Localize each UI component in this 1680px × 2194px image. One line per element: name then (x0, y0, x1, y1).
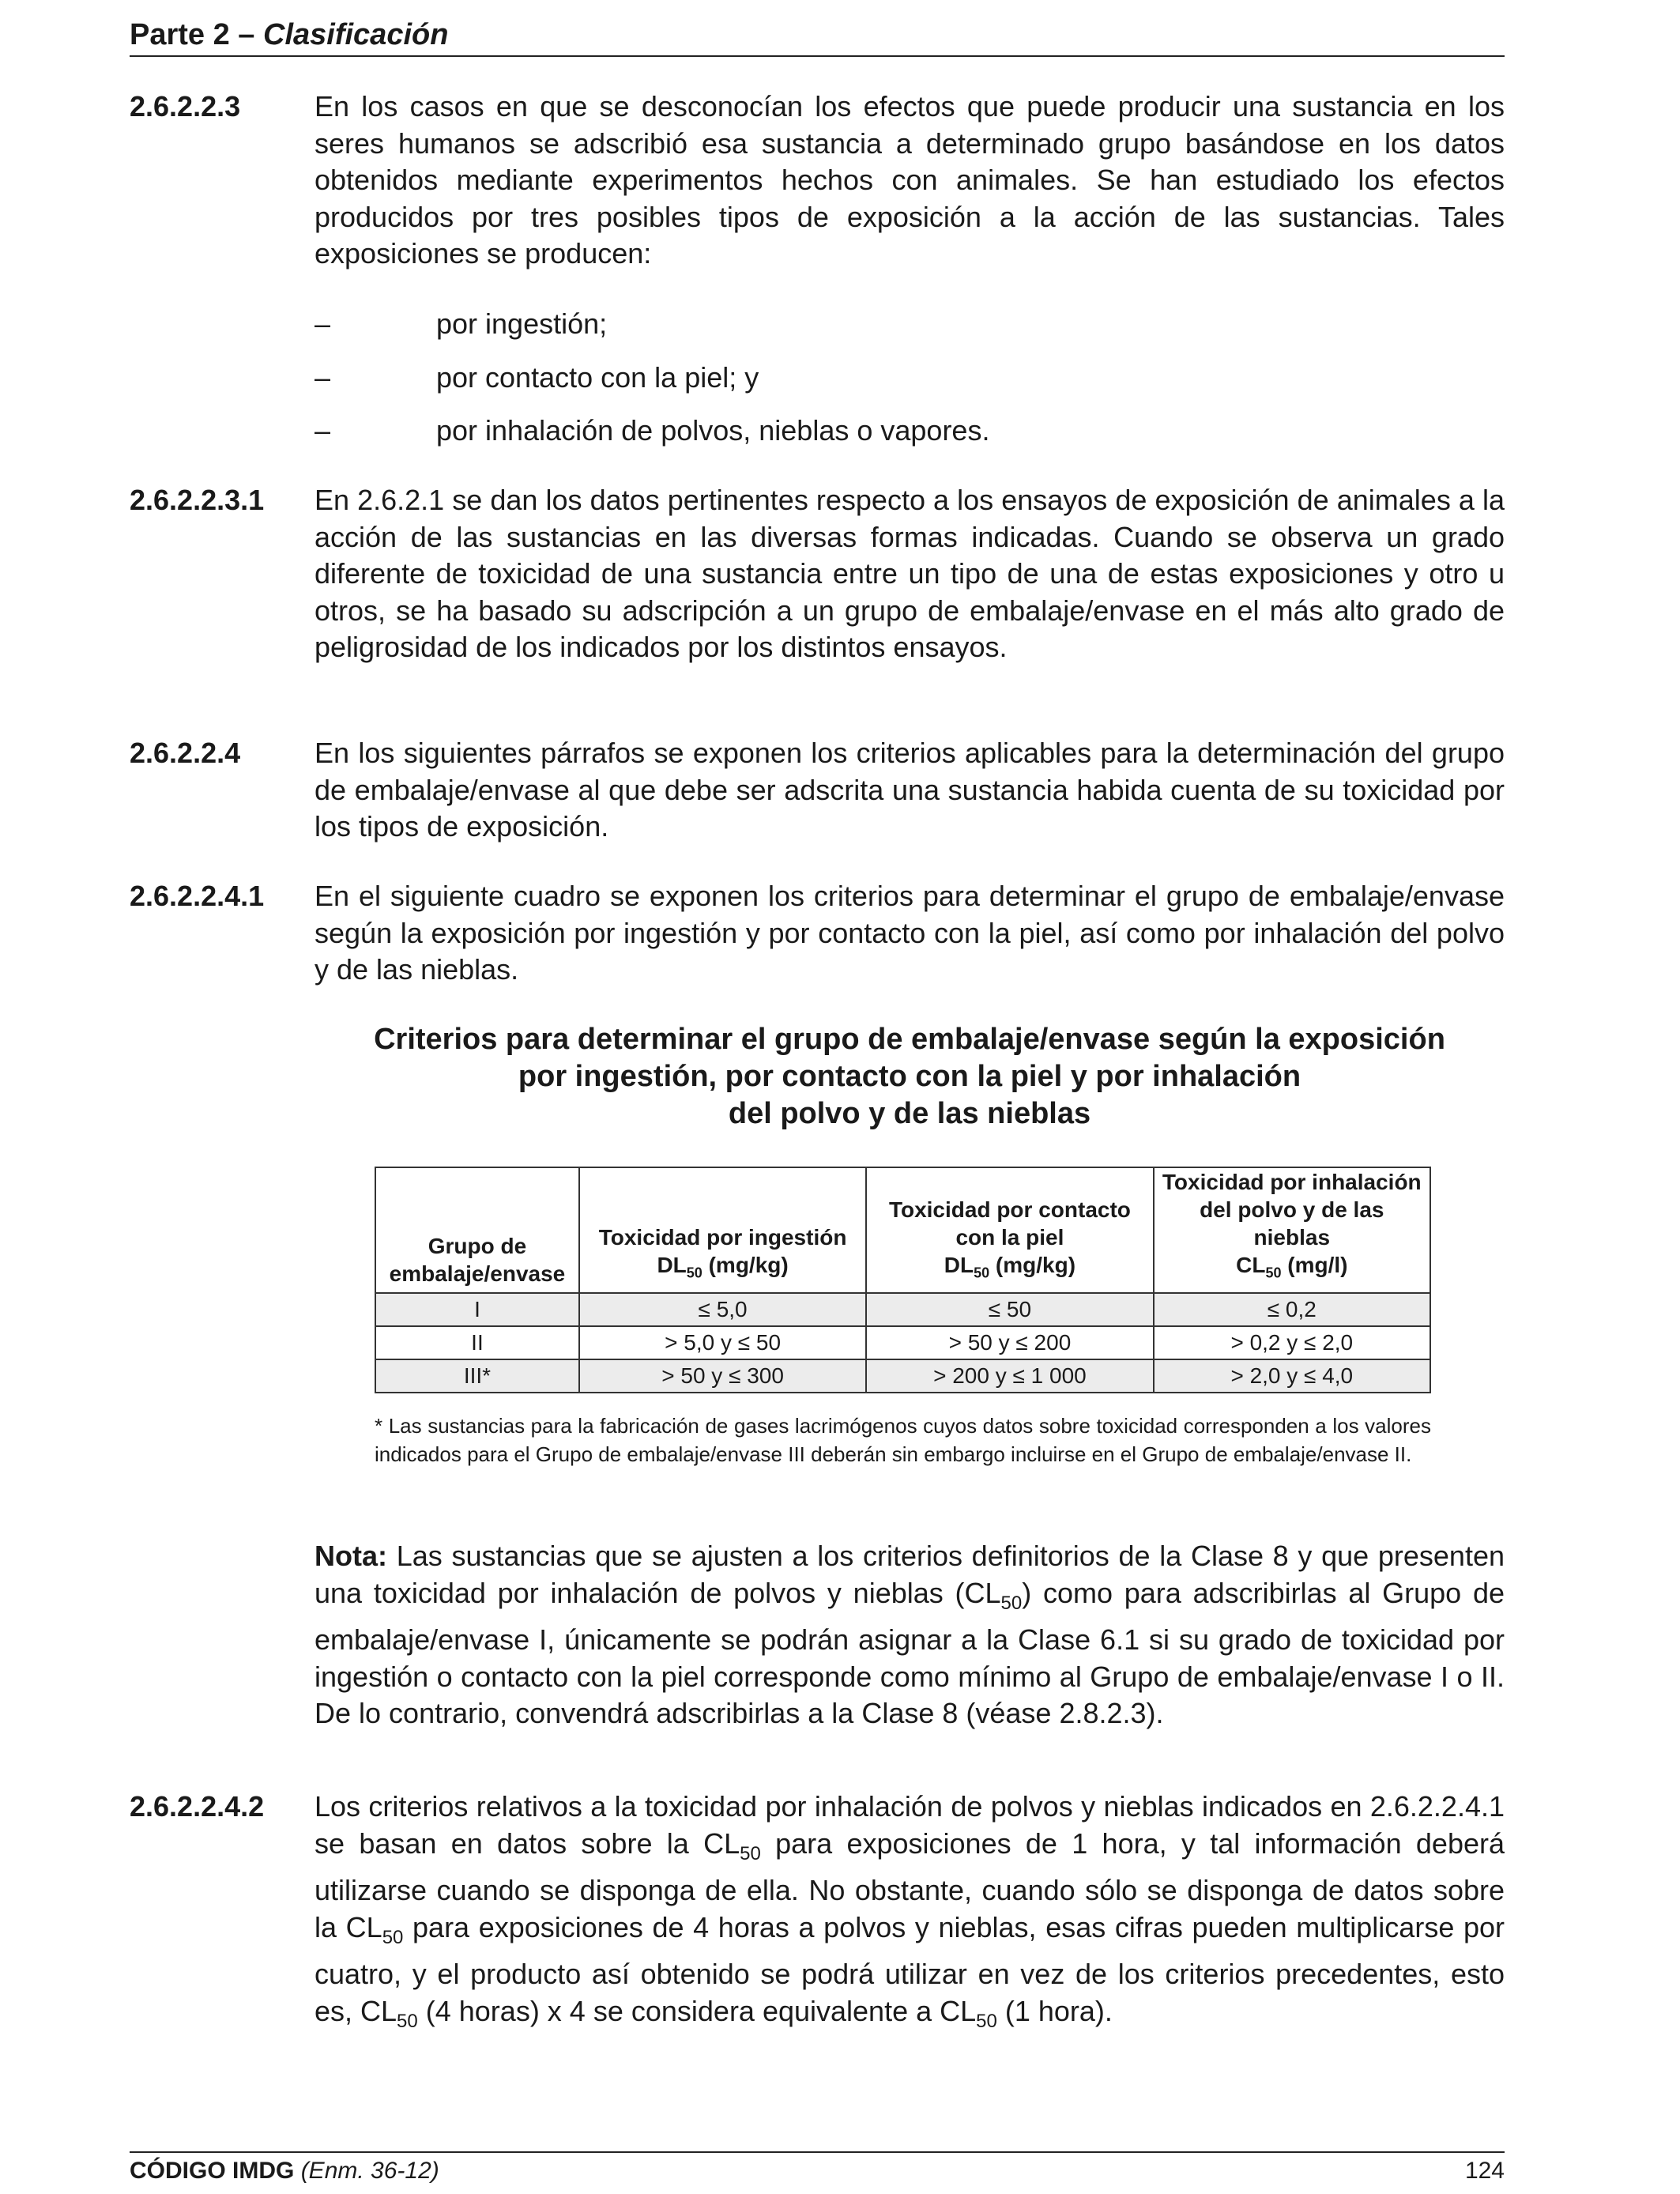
table-row (375, 1359, 1430, 1393)
bullet-text: por inhalación de polvos, nieblas o vapores. (436, 414, 990, 447)
section-number: 2.6.2.2.3 (130, 90, 241, 123)
table-cell: I (375, 1293, 579, 1326)
table-title: Criterios para determinar el grupo de embalaje/envase según la exposición por ingestión, por contacto con la piel y por inhalación del polvo y de las nieblas (374, 1023, 1445, 1130)
page-footer (130, 2151, 1505, 2189)
section-text: En el siguiente cuadro se exponen los criterios para determinar el grupo de embalaje/envase según la exposición por ingestión y por contacto con la piel, así como por inhalación del polvo y de las nieblas. (315, 880, 1505, 986)
table-cell: > 0,2 y ≤ 2,0 (1154, 1326, 1430, 1359)
section-2-6-2-2-4-2 (130, 1789, 1505, 2041)
table-row (375, 1293, 1430, 1326)
section-text: En los casos en que se desconocían los efectos que puede producir una sustancia en los seres humanos se adscribió esa sustancia a determinado grupo basándose en los datos obtenidos mediante experimentos hechos con animales. Se han estudiado los efectos producidos por tres posibles tipos de exposición a la acción de las sustancias. Tales exposiciones se producen: (315, 90, 1505, 270)
note-label: Nota: (315, 1540, 387, 1572)
header-packing-group: Grupo de embalaje/envase (375, 1167, 579, 1293)
section-number: 2.6.2.2.4 (130, 737, 241, 769)
footer-code: CÓDIGO IMDG (Enm. 36-12) (130, 2158, 439, 2184)
section-number: 2.6.2.2.4.2 (130, 1790, 265, 1823)
table-cell: ≤ 5,0 (579, 1293, 866, 1326)
page-number: 124 (1464, 2158, 1505, 2184)
bullet-dash: – (315, 361, 331, 394)
table-cell: > 200 y ≤ 1 000 (866, 1359, 1153, 1393)
page-header (130, 14, 1505, 57)
header-ingestion: Toxicidad por ingestión $DL_{50}$ (mg/kg) (579, 1167, 866, 1293)
bullet-dash: – (315, 414, 331, 447)
section-2-6-2-2-3-1 (130, 482, 1505, 666)
table-cell: ≤ 0,2 (1154, 1293, 1430, 1326)
note-text: Nota: Las sustancias que se ajusten a los criterios definitorios de la Clase 8 y que presenten una toxicidad por inhalación de polvos y nieblas $(CL_{50})$ como para adscribirlas al Grupo de embalaje/envase I, únicamente se podrán asignar a la Clase 6.1 si su grado de toxicidad por ingestión o contacto con la piel corresponde como mínimo al Grupo de embalaje/envase I o II. De lo contrario, convendrá adscribirlas a la Clase 8 (véase 2.8.2.3). (315, 1540, 1505, 1730)
table-cell: > 2,0 y ≤ 4,0 (1154, 1359, 1430, 1393)
table-cell: II (375, 1326, 579, 1359)
table-cell: > 5,0 y ≤ 50 (579, 1326, 866, 1359)
section-2-6-2-2-4 (130, 735, 1505, 846)
section-text: Los criterios relativos a la toxicidad por inhalación de polvos y nieblas indicados en 2.6.2.2.4.1 se basan en datos sobre la $CL_{50}$ para exposiciones de 1 hora, y tal información deberá utilizarse cuando se disponga de ella. No obstante, cuando sólo se disponga de datos sobre la $CL_{50}$ para exposiciones de 4 horas a polvos y nieblas, esas cifras pueden multiplicarse por cuatro, y el producto así obtenido se podrá utilizar en vez de los criterios precedentes, esto es, $CL_{50}$ (4 horas) x 4 se considera equivalente a $CL_{50}$ (1 hora). (315, 1790, 1505, 2033)
table-footnote: * Las sustancias para la fabricación de gases lacrimógenos cuyos datos sobre toxicidad corresponden a los valores indicados para el Grupo de embalaje/envase III deberán sin embargo incluirse en el Grupo de embalaje/envase II. (375, 1414, 1431, 1466)
table-cell: > 50 y ≤ 200 (866, 1326, 1153, 1359)
header-inhalation: Toxicidad por inhalación del polvo y de las nieblas $CL_{50}$ (mg/l) (1154, 1167, 1430, 1293)
bullet-dash: – (315, 307, 331, 340)
bullet-text: por ingestión; (436, 307, 608, 340)
bullet-text: por contacto con la piel; y (436, 361, 759, 394)
header-title: Parte 2 – Clasificación (130, 18, 449, 51)
section-number: 2.6.2.2.3.1 (130, 484, 265, 516)
header-skin-contact: Toxicidad por contacto con la piel $DL_{50}$ (mg/kg) (866, 1167, 1153, 1293)
criteria-table (375, 1167, 1431, 1393)
section-2-6-2-2-4-1 (130, 878, 1505, 989)
note-block (130, 1538, 1505, 1732)
table-cell: > 50 y ≤ 300 (579, 1359, 866, 1393)
section-text: En 2.6.2.1 se dan los datos pertinentes respecto a los ensayos de exposición de animales a la acción de las sustancias en las diversas formas indicadas. Cuando se observa un grado diferente de toxicidad de una sustancia entre un tipo de una de estas exposiciones y otro u otros, se ha basado su adscripción a un grupo de embalaje/envase en el más alto grado de peligrosidad de los indicados por los distintos ensayos. (315, 484, 1505, 663)
table-cell: III* (375, 1359, 579, 1393)
table-header-row (375, 1167, 1430, 1293)
section-text: En los siguientes párrafos se exponen los criterios aplicables para la determinación del grupo de embalaje/envase al que debe ser adscrita una sustancia habida cuenta de su toxicidad por los tipos de exposición. (315, 737, 1505, 843)
section-number: 2.6.2.2.4.1 (130, 880, 265, 912)
section-2-6-2-2-3 (130, 89, 1505, 273)
table-cell: ≤ 50 (866, 1293, 1153, 1326)
table-row (375, 1326, 1430, 1359)
